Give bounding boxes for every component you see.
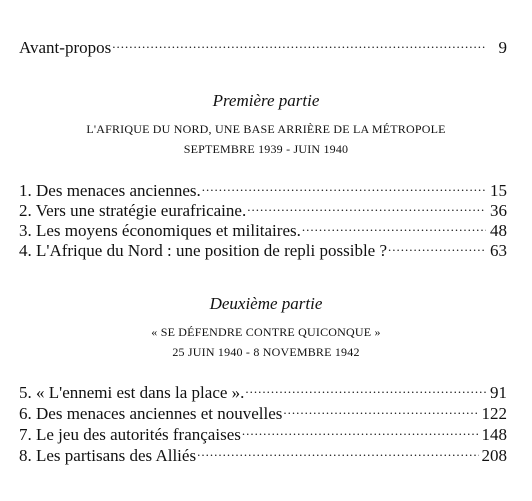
part-2-title: Deuxième partie	[209, 294, 323, 313]
dot-leader	[202, 176, 486, 196]
toc-page-number: 15	[490, 181, 507, 200]
toc-page-number: 63	[490, 241, 507, 260]
toc-page-number: 122	[481, 404, 507, 423]
toc-entry-label: 8. Les partisans des Alliés	[19, 446, 197, 465]
toc-entry-label: 6. Des menaces anciennes et nouvelles	[19, 404, 283, 423]
toc-entry-label: 4. L'Afrique du Nord : une position de repli possible ?	[19, 241, 388, 260]
toc-entry-label: Avant-propos	[19, 38, 112, 57]
toc-entry-label: 5. « L'ennemi est dans la place ».	[19, 383, 245, 402]
dot-leader	[283, 399, 478, 419]
toc-entry-label: 3. Les moyens économiques et militaires.	[19, 221, 301, 240]
toc-entry	[19, 236, 507, 261]
part-1-dates: SEPTEMBRE 1939 - JUIN 1940	[183, 142, 349, 156]
toc-page-number: 9	[498, 38, 507, 57]
dot-leader	[247, 196, 486, 216]
part-1-title: Première partie	[212, 91, 320, 110]
dot-leader	[245, 378, 486, 398]
toc-entry	[19, 441, 507, 466]
dot-leader	[388, 236, 486, 256]
dot-leader	[242, 420, 479, 440]
part-1-subtitle: L'AFRIQUE DU NORD, UNE BASE ARRIÈRE DE LA MÉTROPOLE	[86, 122, 446, 136]
dot-leader	[197, 441, 478, 461]
toc-page-number: 48	[490, 221, 507, 240]
dot-leader	[112, 33, 486, 53]
toc-page-number: 208	[481, 446, 507, 465]
toc-page-number: 36	[490, 201, 507, 220]
toc-entry-label: 1. Des menaces anciennes.	[19, 181, 201, 200]
dot-leader	[302, 216, 486, 236]
toc-entry-label: 2. Vers une stratégie eurafricaine.	[19, 201, 247, 220]
part-2-dates: 25 JUIN 1940 - 8 NOVEMBRE 1942	[172, 345, 360, 359]
toc-page-number: 91	[490, 383, 507, 402]
toc-entry-avant-propos	[19, 33, 507, 58]
part-2-subtitle: « SE DÉFENDRE CONTRE QUICONQUE »	[151, 325, 381, 339]
toc-page-number: 148	[481, 425, 507, 444]
toc-entry-label: 7. Le jeu des autorités françaises	[19, 425, 241, 444]
